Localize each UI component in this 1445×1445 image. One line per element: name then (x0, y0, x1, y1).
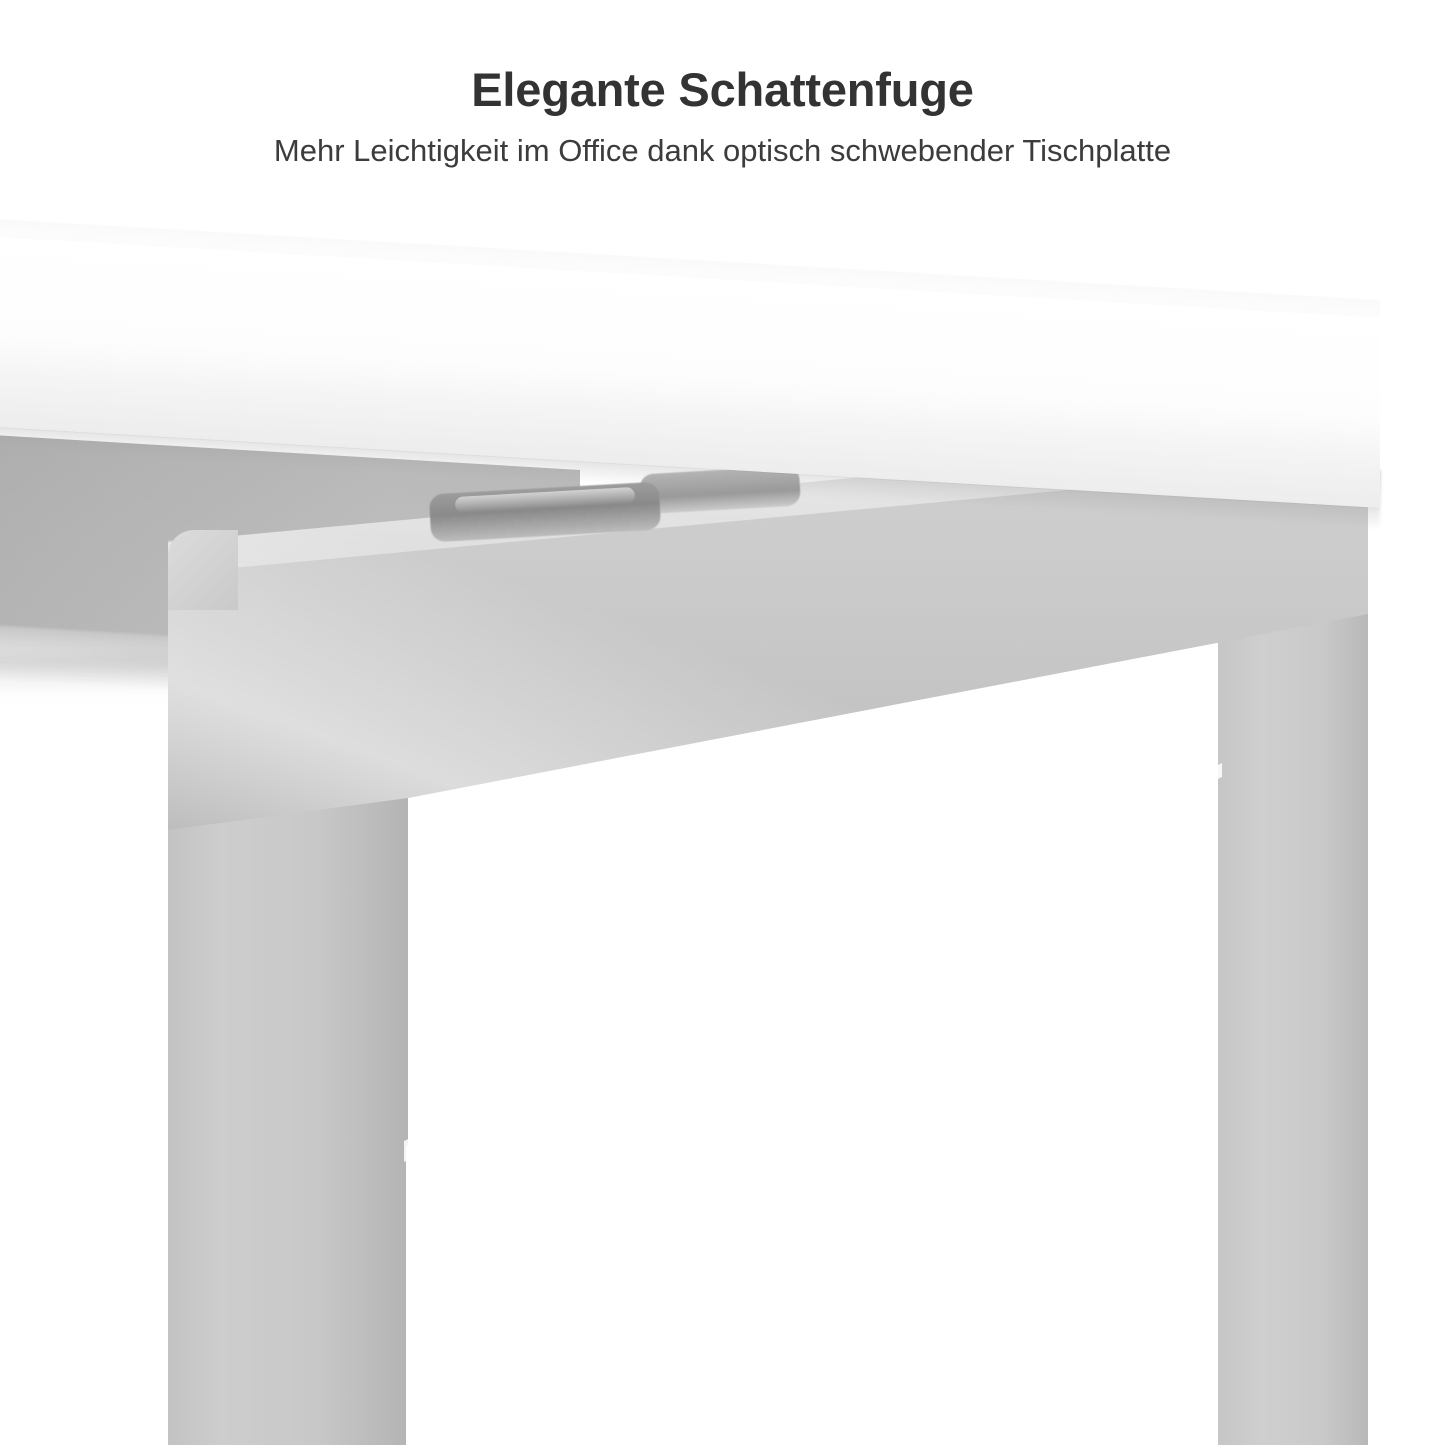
caption-block (0, 62, 1445, 172)
desk-frame (168, 430, 1368, 1445)
headline: Elegante Schattenfuge (471, 63, 974, 116)
subheadline: Mehr Leichtigkeit im Office dank optisch schwebender Tischplatte (273, 133, 1172, 169)
desk-crossbeam-corner (168, 530, 238, 610)
